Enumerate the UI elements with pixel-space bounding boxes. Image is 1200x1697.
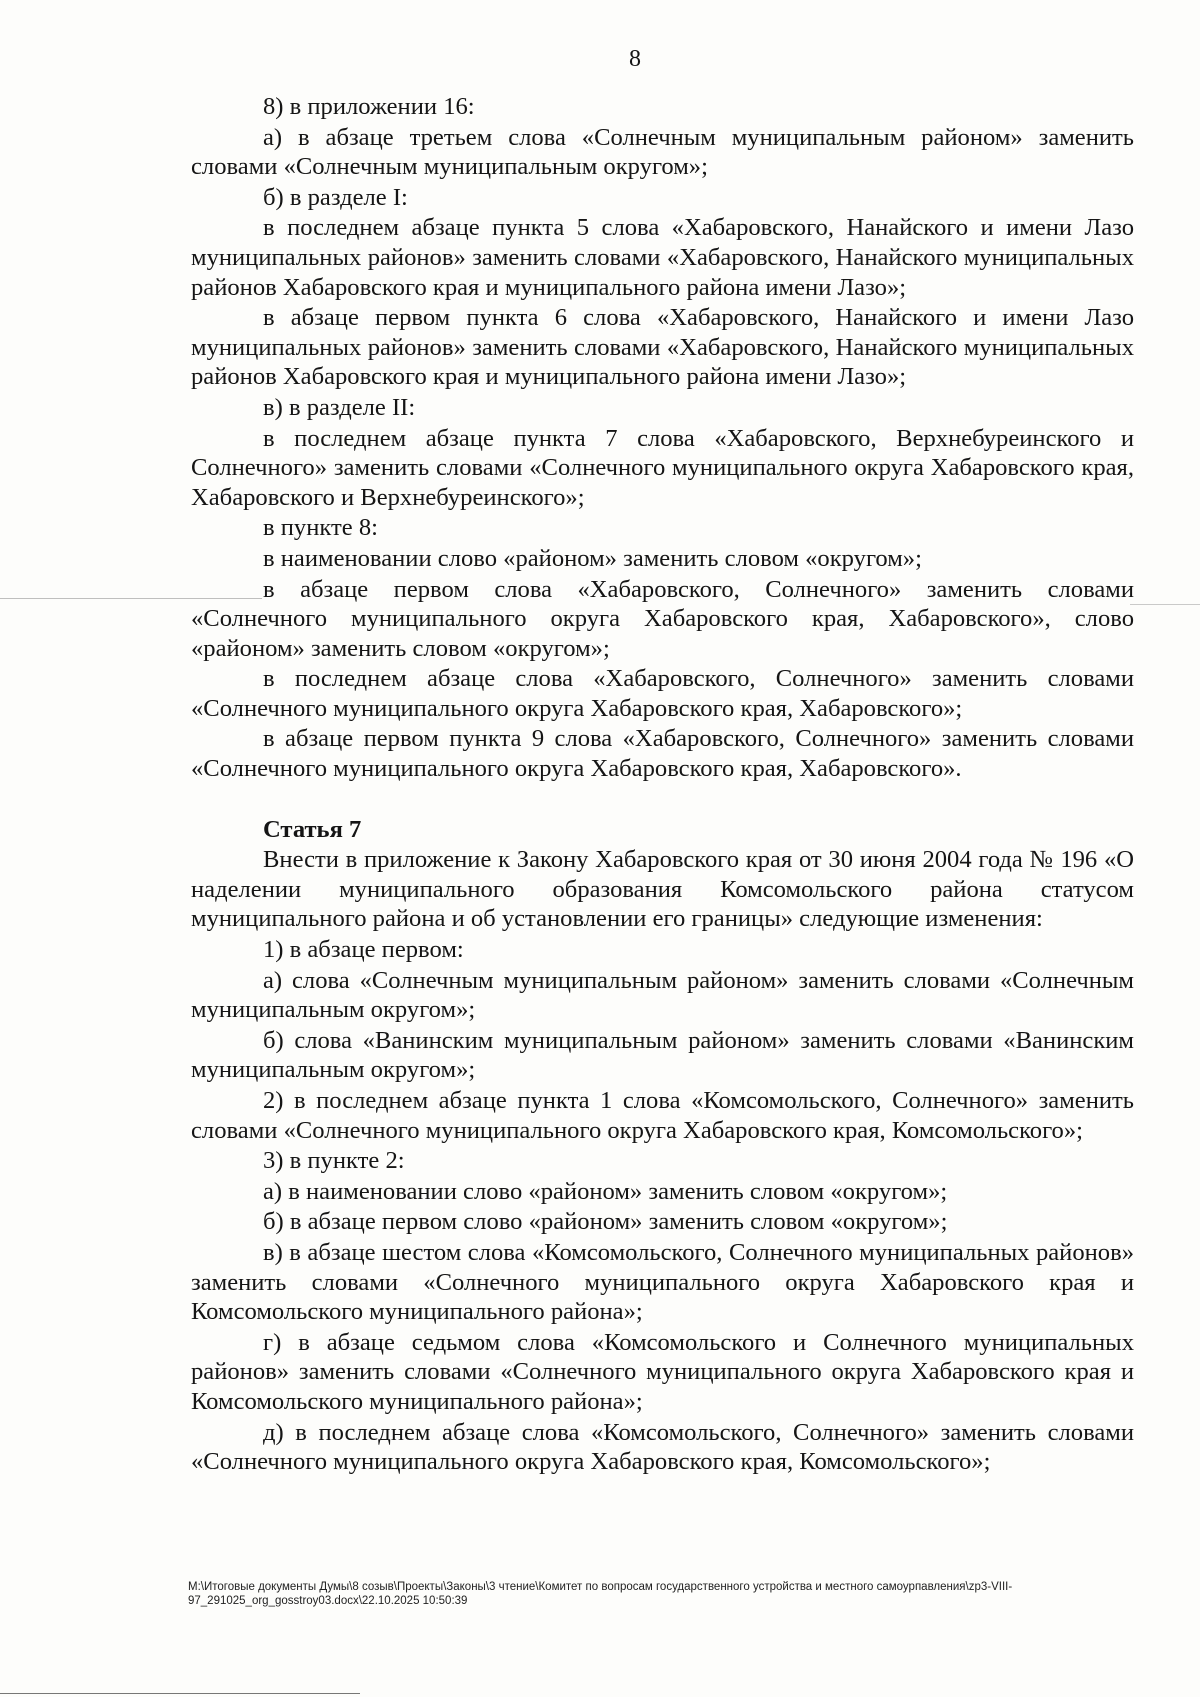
paragraph: в абзаце первом слова «Хабаровского, Солнечного» заменить словами «Солнечного муниципального округа Хабаровского края, Хабаровского», слово «районом» заменить словом «округом»; bbox=[191, 575, 1134, 662]
paragraph: д) в последнем абзаце слова «Комсомольского, Солнечного» заменить словами «Солнечного муниципального округа Хабаровского края, Комсомольского»; bbox=[191, 1418, 1134, 1476]
scan-artifact-line bbox=[1130, 604, 1200, 605]
paragraph: 3) в пункте 2: bbox=[263, 1147, 405, 1175]
paragraph: в) в разделе II: bbox=[263, 393, 416, 421]
paragraph: б) в абзаце первом слово «районом» заменить словом «округом»; bbox=[263, 1208, 948, 1236]
paragraph: а) в абзаце третьем слова «Солнечным муниципальным районом» заменить словами «Солнечным муниципальным округом»; bbox=[191, 123, 1134, 181]
paragraph: а) в наименовании слово «районом» заменить словом «округом»; bbox=[263, 1177, 948, 1205]
paragraph: в) в абзаце шестом слова «Комсомольского, Солнечного муниципальных районов» заменить словами «Солнечного муниципального округа Хабаровского края и Комсомольского муниципального района»; bbox=[191, 1238, 1134, 1326]
document-body bbox=[191, 92, 1134, 1478]
scan-artifact-line bbox=[0, 1693, 360, 1694]
page-number: 8 bbox=[629, 46, 641, 72]
paragraph: в последнем абзаце пункта 7 слова «Хабаровского, Верхнебуреинского и Солнечного» заменить словами «Солнечного муниципального округа Хабаровского края, Хабаровского и Верхнебуреинского»; bbox=[191, 424, 1134, 511]
paragraph: 2) в последнем абзаце пункта 1 слова «Комсомольского, Солнечного» заменить словами «Солнечного муниципального округа Хабаровского края, Комсомольского»; bbox=[191, 1087, 1134, 1144]
paragraph: в абзаце первом пункта 9 слова «Хабаровского, Солнечного» заменить словами «Солнечного муниципального округа Хабаровского края, Хабаровского». bbox=[191, 725, 1134, 783]
spacer bbox=[191, 785, 1134, 813]
paragraph: 1) в абзаце первом: bbox=[263, 936, 464, 964]
paragraph: а) слова «Солнечным муниципальным районом» заменить словами «Солнечным муниципальным округом»; bbox=[191, 966, 1134, 1024]
footer-path-line: M:\Итоговые документы Думы\8 созыв\Проекты\Законы\3 чтение\Комитет по вопросам государственного устройства и местного самоурпавления\zp3-VIII- bbox=[188, 1581, 1013, 1593]
article-heading: Статья 7 bbox=[263, 815, 362, 843]
footer-path-line: 97_291025_org_gosstroy03.docx\22.10.2025 10:50:39 bbox=[188, 1595, 468, 1607]
paragraph: в пункте 8: bbox=[263, 514, 378, 542]
paragraph: 8) в приложении 16: bbox=[263, 93, 475, 120]
paragraph: б) в разделе I: bbox=[263, 183, 408, 211]
paragraph: в последнем абзаце пункта 5 слова «Хабаровского, Нанайского и имени Лазо муниципальных районов» заменить словами «Хабаровского, Нанайского муниципальных районов Хабаровского края и муниципального района имени Лазо»; bbox=[191, 214, 1134, 301]
paragraph: в абзаце первом пункта 6 слова «Хабаровского, Нанайского и имени Лазо муниципальных районов» заменить словами «Хабаровского, Нанайского муниципальных районов Хабаровского края и муниципального района имени Лазо»; bbox=[191, 304, 1134, 391]
paragraph: г) в абзаце седьмом слова «Комсомольского и Солнечного муниципальных районов» заменить словами «Солнечного муниципального округа Хабаровского края и Комсомольского муниципального района»; bbox=[191, 1328, 1134, 1415]
paragraph: в наименовании слово «районом» заменить словом «округом»; bbox=[263, 544, 922, 572]
paragraph: Внести в приложение к Закону Хабаровского края от 30 июня 2004 года № 196 «О наделении муниципального образования Комсомольского района статусом муниципального района и об установлении его границы» следующие изменения: bbox=[191, 846, 1134, 933]
paragraph: в последнем абзаце слова «Хабаровского, Солнечного» заменить словами «Солнечного муниципального округа Хабаровского края, Хабаровского»; bbox=[191, 665, 1134, 722]
file-path-footer bbox=[188, 1580, 1138, 1608]
paragraph: б) слова «Ванинским муниципальным районом» заменить словами «Ванинским муниципальным округом»; bbox=[191, 1026, 1134, 1084]
